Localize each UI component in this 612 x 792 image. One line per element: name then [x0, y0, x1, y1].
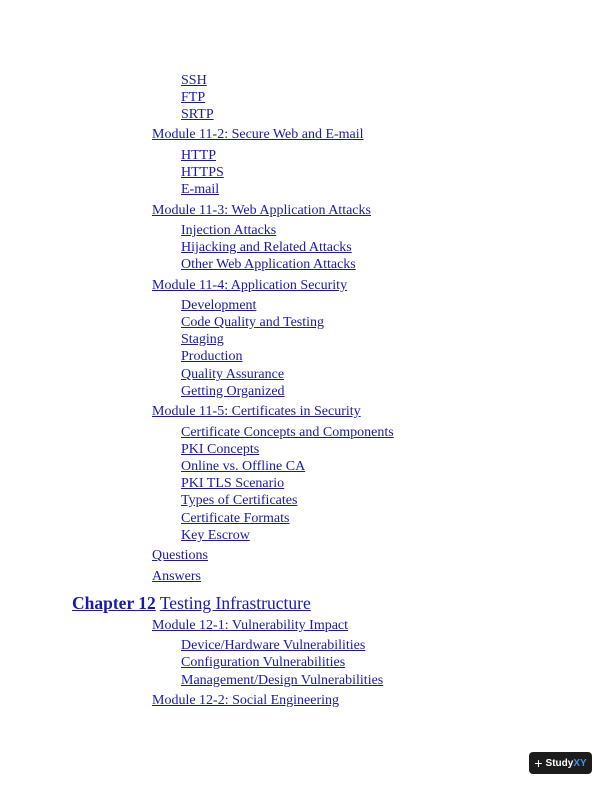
toc-chapter-12[interactable] [72, 593, 311, 613]
toc-answers[interactable]: Answers [152, 569, 201, 584]
toc-item-staging[interactable]: Staging [181, 332, 224, 347]
toc-item-online-offline-ca[interactable]: Online vs. Offline CA [181, 459, 306, 474]
toc-module-12-1[interactable]: Module 12-1: Vulnerability Impact [152, 618, 349, 633]
toc-item-development[interactable]: Development [181, 298, 257, 313]
chapter-title[interactable]: Testing Infrastructure [159, 593, 311, 613]
toc-item-getting-organized[interactable]: Getting Organized [181, 384, 285, 399]
toc-item-other-web-attacks[interactable]: Other Web Application Attacks [181, 257, 356, 272]
toc-item-ftp[interactable]: FTP [181, 90, 206, 105]
toc-item-ssh[interactable]: SSH [181, 73, 207, 88]
toc-item-code-quality[interactable]: Code Quality and Testing [181, 315, 325, 330]
toc-item-quality-assurance[interactable]: Quality Assurance [181, 367, 285, 382]
toc-item-injection-attacks[interactable]: Injection Attacks [181, 223, 277, 238]
toc-item-production[interactable]: Production [181, 349, 243, 364]
toc-questions[interactable]: Questions [152, 548, 208, 563]
toc-item-pki-tls[interactable]: PKI TLS Scenario [181, 476, 285, 491]
toc-item-types-of-certificates[interactable]: Types of Certificates [181, 493, 298, 508]
toc-item-hijacking[interactable]: Hijacking and Related Attacks [181, 240, 352, 255]
toc-module-12-2[interactable]: Module 12-2: Social Engineering [152, 693, 340, 708]
chapter-number[interactable]: Chapter 12 [72, 593, 156, 613]
toc-item-srtp[interactable]: SRTP [181, 107, 214, 122]
toc-item-key-escrow[interactable]: Key Escrow [181, 528, 250, 543]
toc-item-email[interactable]: E-mail [181, 182, 220, 197]
toc-item-management-design[interactable]: Management/Design Vulnerabilities [181, 673, 384, 688]
toc-item-https[interactable]: HTTPS [181, 165, 224, 180]
badge-brand: StudyXY [545, 757, 587, 769]
toc-item-device-hardware[interactable]: Device/Hardware Vulnerabilities [181, 638, 366, 653]
toc-module-11-3[interactable]: Module 11-3: Web Application Attacks [152, 203, 371, 218]
toc-item-certificate-formats[interactable]: Certificate Formats [181, 511, 290, 526]
toc-module-11-4[interactable]: Module 11-4: Application Security [152, 278, 348, 293]
toc-item-http[interactable]: HTTP [181, 148, 216, 163]
toc-module-11-2[interactable]: Module 11-2: Secure Web and E-mail [152, 127, 364, 142]
plus-icon: + [534, 755, 543, 771]
studyxy-badge[interactable] [529, 752, 592, 774]
toc-module-11-5[interactable]: Module 11-5: Certificates in Security [152, 404, 361, 419]
toc-item-pki-concepts[interactable]: PKI Concepts [181, 442, 260, 457]
toc-item-certificate-concepts[interactable]: Certificate Concepts and Components [181, 425, 394, 440]
toc-item-configuration-vuln[interactable]: Configuration Vulnerabilities [181, 655, 346, 670]
